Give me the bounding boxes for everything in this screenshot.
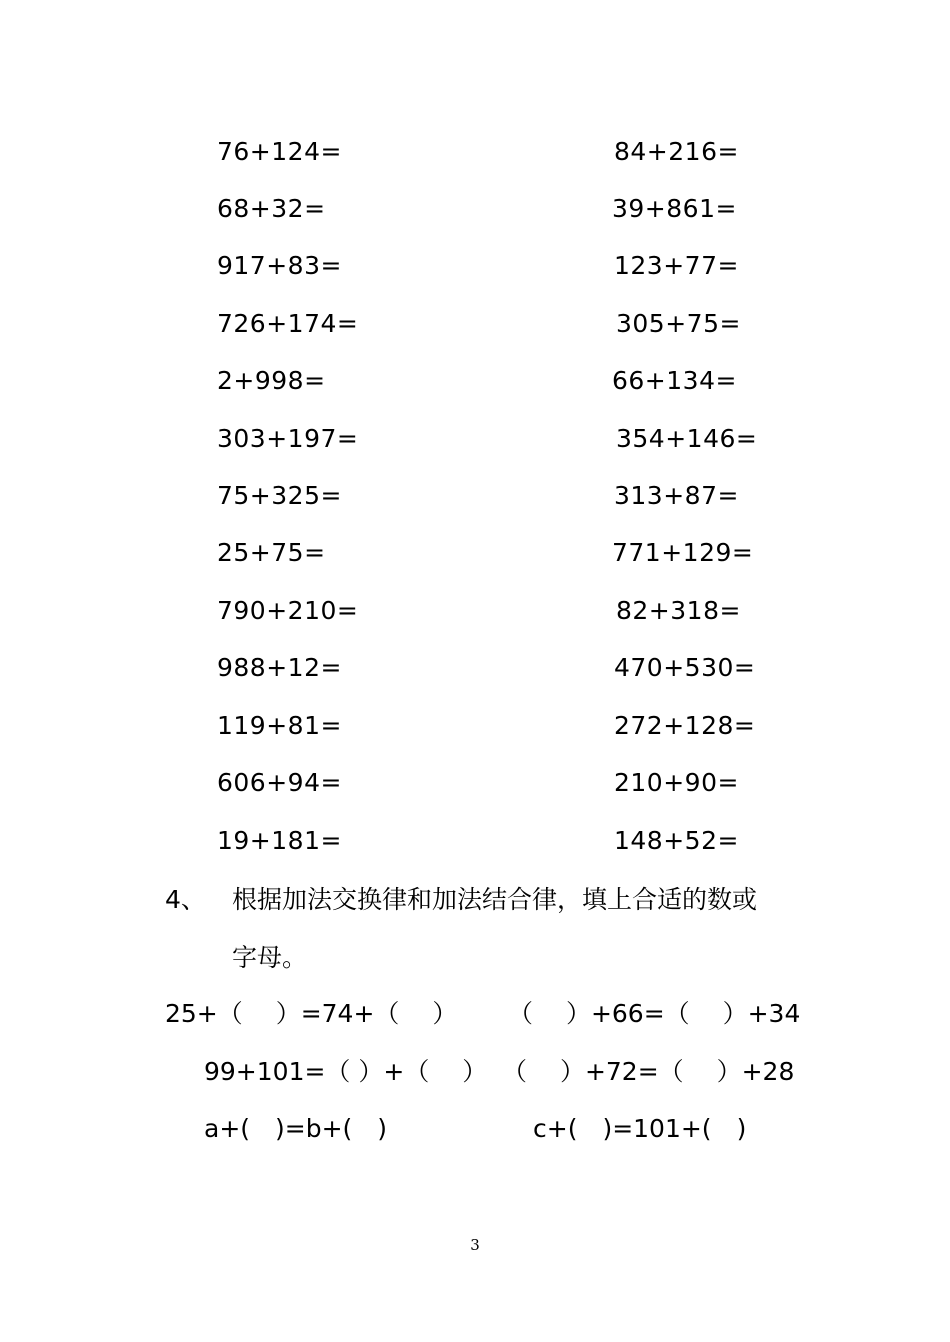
fill-in-blank-6: c+( )=101+( ) [533,1114,747,1143]
equation-left-6: 303+197= [217,424,359,453]
equation-right-10: 470+530= [614,653,756,682]
equation-left-7: 75+325= [217,481,342,510]
question-instruction-line2: 字母。 [232,943,308,972]
equation-right-12: 210+90= [614,768,739,797]
equation-left-9: 790+210= [217,596,359,625]
fill-in-blank-3: 99+101=（ ）+（ ） [204,1057,488,1086]
equation-left-5: 2+998= [217,366,326,395]
equation-right-11: 272+128= [614,711,756,740]
page-number: 3 [470,1236,480,1254]
equation-right-13: 148+52= [614,826,739,855]
question-instruction-line1: 根据加法交换律和加法结合律，填上合适的数或 [232,885,758,914]
equation-left-13: 19+181= [217,826,342,855]
equation-right-6: 354+146= [616,424,758,453]
equation-left-12: 606+94= [217,768,342,797]
equation-right-7: 313+87= [614,481,739,510]
equation-right-3: 123+77= [614,251,739,280]
fill-in-blank-4: （ ）+72=（ ）+28 [502,1057,795,1086]
fill-in-blank-1: 25+（ ）=74+（ ） [165,999,458,1028]
equation-left-3: 917+83= [217,251,342,280]
equation-left-4: 726+174= [217,309,359,338]
equation-right-4: 305+75= [616,309,741,338]
fill-in-blank-2: （ ）+66=（ ）+34 [508,999,801,1028]
equation-right-5: 66+134= [612,366,737,395]
equation-right-1: 84+216= [614,137,739,166]
question-number: 4、 [165,885,206,914]
equation-left-1: 76+124= [217,137,342,166]
equation-left-11: 119+81= [217,711,342,740]
equation-right-2: 39+861= [612,194,737,223]
equation-right-9: 82+318= [616,596,741,625]
equation-left-8: 25+75= [217,538,326,567]
equation-left-10: 988+12= [217,653,342,682]
equation-left-2: 68+32= [217,194,326,223]
fill-in-blank-5: a+( )=b+( ) [204,1114,388,1143]
equation-right-8: 771+129= [612,538,754,567]
